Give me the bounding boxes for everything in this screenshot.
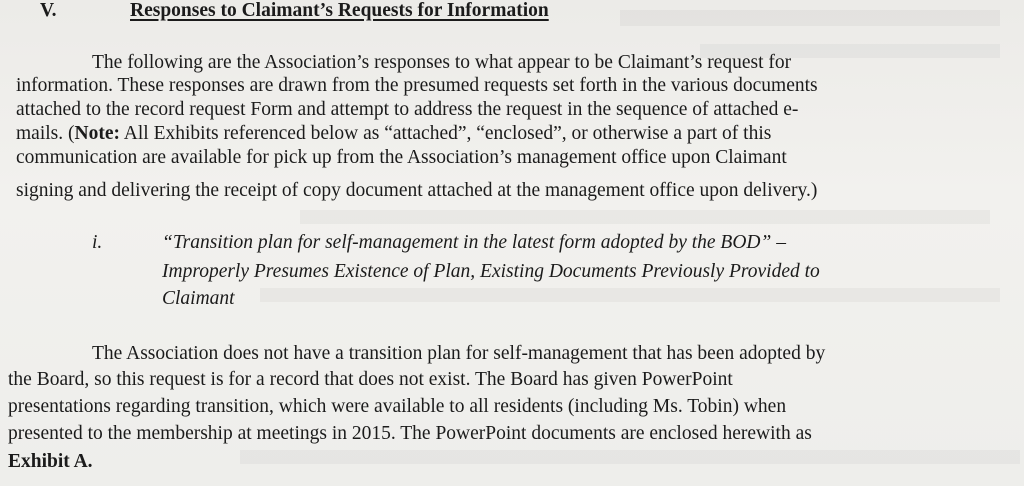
response-line-1: The Association does not have a transition plan for self-management that has been adopted by bbox=[92, 343, 826, 364]
response-line-4: presented to the membership at meetings in 2015. The PowerPoint documents are enclosed herewith as bbox=[8, 423, 812, 444]
section-number: V. bbox=[40, 0, 57, 21]
intro-line-5: communication are available for pick up from the Association’s management office upon Claimant bbox=[16, 147, 787, 168]
item-title-line-1: “Transition plan for self-management in the latest form adopted by the BOD” – bbox=[162, 232, 786, 253]
intro-line-4 bbox=[16, 123, 771, 145]
bleed-through-mark bbox=[240, 450, 1020, 464]
response-line-2: the Board, so this request is for a record that does not exist. The Board has given PowerPoint bbox=[8, 369, 733, 390]
bleed-through-mark bbox=[300, 210, 990, 224]
intro-line-4-start: mails. ( bbox=[16, 123, 75, 144]
intro-line-6: signing and delivering the receipt of copy document attached at the management office upon delivery.) bbox=[16, 180, 818, 201]
note-label: Note: bbox=[74, 123, 120, 144]
section-title: Responses to Claimant’s Requests for Information bbox=[130, 0, 549, 21]
item-number: i. bbox=[92, 232, 103, 253]
section-heading bbox=[40, 0, 549, 22]
intro-line-1: The following are the Association’s responses to what appear to be Claimant’s request for bbox=[92, 52, 792, 73]
exhibit-reference: Exhibit A. bbox=[8, 451, 93, 472]
item-title-line-2: Improperly Presumes Existence of Plan, Existing Documents Previously Provided to bbox=[162, 261, 820, 282]
response-line-3: presentations regarding transition, which were available to all residents (including Ms. Tobin) when bbox=[8, 396, 787, 417]
intro-line-4-end: All Exhibits referenced below as “attached”, “enclosed”, or otherwise a part of this bbox=[119, 123, 772, 144]
item-title-line-3: Claimant bbox=[162, 288, 235, 309]
bleed-through-mark bbox=[260, 288, 1000, 302]
intro-line-3: attached to the record request Form and attempt to address the request in the sequence of attached e- bbox=[16, 99, 799, 120]
bleed-through-mark bbox=[620, 10, 1000, 26]
intro-line-2: information. These responses are drawn from the presumed requests set forth in the various documents bbox=[16, 75, 818, 96]
